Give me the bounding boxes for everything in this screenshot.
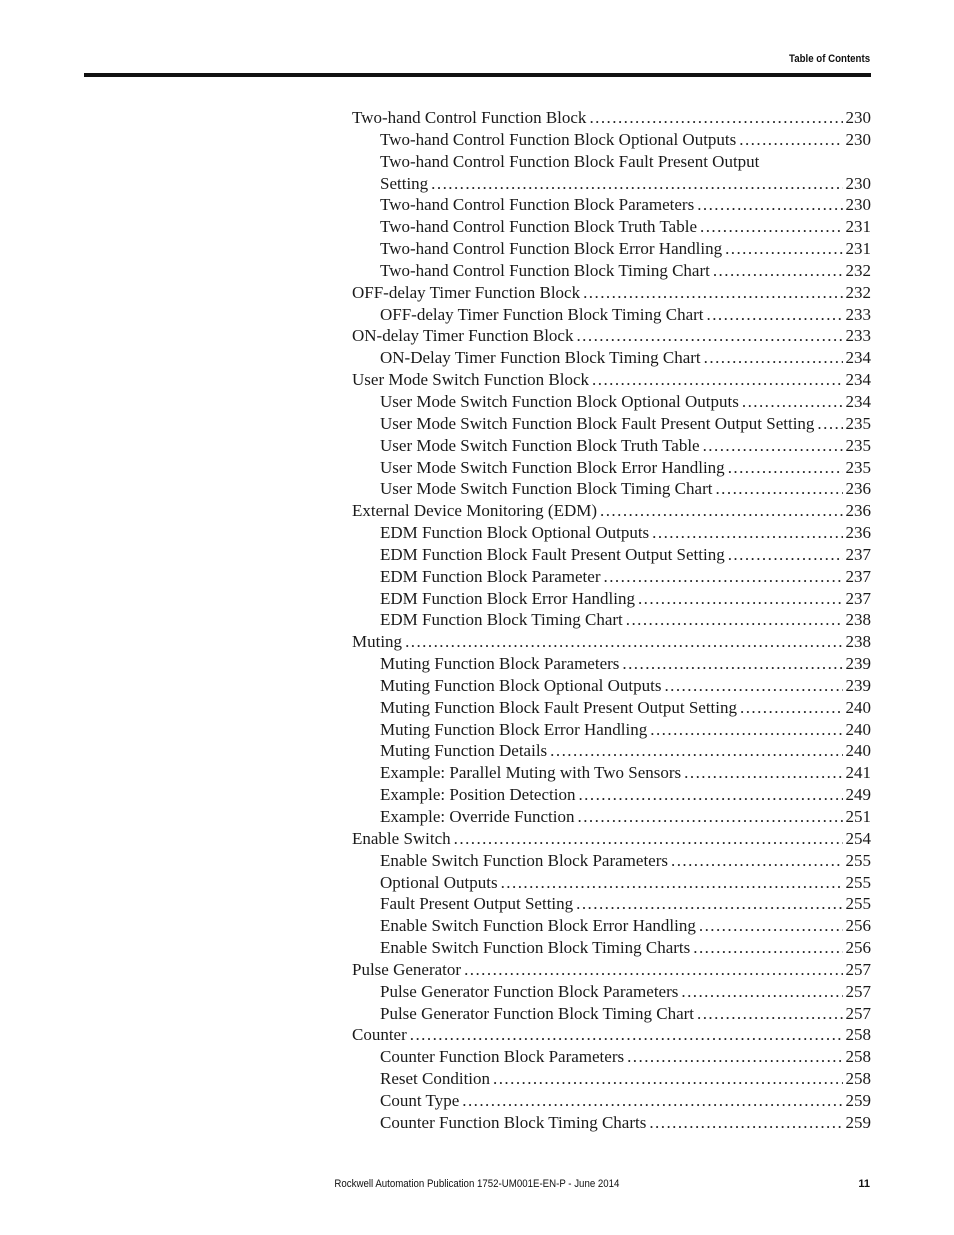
toc-entry-page: 254 [845,828,871,848]
toc-entry[interactable] [352,260,871,282]
toc-entry[interactable] [352,784,871,806]
toc-entry[interactable] [352,522,871,544]
toc-entry[interactable] [352,216,871,238]
toc-entry[interactable] [352,1090,871,1112]
toc-dot-leader [700,216,843,238]
toc-dot-leader [589,107,842,129]
toc-dot-leader [707,304,843,326]
toc-entry-title: ON-Delay Timer Function Block Timing Chart [380,348,701,368]
toc-entry[interactable] [352,107,871,129]
toc-dot-leader [693,937,842,959]
toc-entry-title: Enable Switch Function Block Timing Charts [380,938,691,958]
toc-dot-leader [650,719,842,741]
toc-entry-page: 255 [845,872,871,892]
toc-entry-page: 256 [845,916,871,936]
toc-entry-title: Two-hand Control Function Block Parameters [380,195,695,215]
toc-dot-leader [713,260,843,282]
toc-dot-leader [740,697,843,719]
toc-entry-title: Example: Override Function [380,807,575,826]
toc-entry-title: Muting Function Details [380,741,548,761]
toc-dot-leader [410,1024,843,1046]
toc-entry-page: 232 [845,282,871,302]
toc-dot-leader [671,850,843,872]
toc-entry[interactable] [352,435,871,457]
toc-entry[interactable] [352,762,871,784]
toc-dot-leader [583,282,842,304]
toc-entry-title: User Mode Switch Function Block Error Handling [380,457,725,477]
toc-entry[interactable] [352,675,871,697]
toc-entry-title: Enable Switch [352,828,451,848]
toc-entry[interactable] [352,740,871,762]
toc-entry-title: Pulse Generator [352,959,462,979]
toc-entry-page: 234 [845,391,871,411]
toc-entry-title: EDM Function Block Timing Chart [380,610,623,630]
toc-entry-title: Example: Position Detection [380,785,576,805]
toc-entry-page: 233 [845,326,871,346]
toc-entry[interactable] [352,478,871,500]
toc-entry-page: 232 [845,260,871,280]
toc-entry[interactable] [352,850,871,872]
toc-dot-leader [715,478,842,500]
toc-entry[interactable] [352,631,871,653]
toc-entry-title: EDM Function Block Fault Present Output Setting [380,544,725,564]
toc-entry-title: External Device Monitoring (EDM) [352,501,598,521]
toc-entry-title: Two-hand Control Function Block Fault Present Output [380,151,760,171]
header-rule [84,73,871,77]
toc-entry-page: 249 [845,785,871,805]
toc-entry-page: 259 [845,1112,871,1132]
toc-dot-leader [604,566,843,588]
toc-entry-title: Muting Function Block Fault Present Output Setting [380,697,737,717]
toc-entry[interactable] [352,609,871,631]
toc-entry[interactable] [352,697,871,719]
toc-entry-title: EDM Function Block Error Handling [380,588,635,608]
toc-entry[interactable] [352,959,871,981]
toc-entry-title: Optional Outputs [380,872,498,892]
toc-entry-page: 255 [845,850,871,870]
toc-entry-page: 257 [845,1003,871,1023]
toc-entry[interactable] [352,325,871,347]
page-number: 11 [858,1178,870,1190]
toc-entry-title: Counter [352,1025,407,1045]
toc-dot-leader [627,1046,842,1068]
toc-entry-page: 230 [845,195,871,215]
toc-entry-page: 235 [845,457,871,477]
running-header: Table of Contents [788,53,870,65]
toc-entry[interactable] [352,544,871,566]
toc-entry-page: 236 [845,501,871,521]
toc-dot-leader [431,173,842,195]
toc-entry-page: 255 [845,894,871,914]
toc-entry-page: 258 [845,1047,871,1067]
toc-entry-page: 241 [845,763,871,783]
toc-dot-leader [684,762,842,784]
toc-entry-page: 234 [845,370,871,390]
toc-entry-title: User Mode Switch Function Block Optional Outputs [380,391,739,411]
toc-entry-page: 235 [845,435,871,455]
footer-publication-text: Rockwell Automation Publication 1752-UM001E-EN-P - June 2014 [334,1178,620,1190]
toc-entry-page: 240 [845,697,871,717]
toc-entry-title: Two-hand Control Function Block Timing Chart [380,260,710,280]
toc-entry-page: 236 [845,479,871,499]
toc-dot-leader [638,588,843,610]
toc-dot-leader [600,500,842,522]
toc-entry-title: User Mode Switch Function Block Truth Table [380,435,700,455]
toc-entry-page: 233 [845,304,871,324]
toc-entry-title: Enable Switch Function Block Parameters [380,850,668,870]
toc-entry-page: 238 [845,610,871,630]
toc-entry-page: 239 [845,654,871,674]
toc-entry-title: Muting Function Block Optional Outputs [380,675,662,695]
footer-publication [0,1178,954,1190]
toc-entry[interactable] [352,457,871,479]
toc-entry-page: 237 [845,588,871,608]
toc-dot-leader [697,194,842,216]
toc-entry[interactable] [352,1046,871,1068]
toc-entry-title: ON-delay Timer Function Block [352,326,574,346]
toc-entry-page: 235 [845,413,871,433]
toc-entry[interactable] [352,238,871,260]
toc-dot-leader [664,675,842,697]
toc-dot-leader [576,893,842,915]
toc-entry-title: EDM Function Block Parameter [380,566,601,586]
toc-entry[interactable] [352,1024,871,1046]
toc-dot-leader [454,828,843,850]
toc-entry-page: 230 [845,129,871,149]
toc-entry[interactable] [352,413,871,435]
toc-dot-leader [704,347,843,369]
toc-entry-title: Two-hand Control Function Block Error Handling [380,239,723,259]
toc-dot-leader [728,457,843,479]
table-of-contents [352,107,871,1134]
toc-entry[interactable] [352,1068,871,1090]
toc-entry-title: Two-hand Control Function Block Truth Table [380,217,697,237]
toc-entry-title: User Mode Switch Function Block Fault Present Output Setting [380,413,815,433]
toc-entry[interactable] [352,937,871,959]
toc-entry-title: OFF-delay Timer Function Block Timing Chart [380,304,704,324]
toc-entry-title: Example: Parallel Muting with Two Sensors [380,763,682,783]
toc-entry-page: 231 [845,239,871,259]
toc-entry-page: 258 [845,1069,871,1089]
toc-entry[interactable] [352,391,871,413]
toc-dot-leader [817,413,842,435]
toc-entry[interactable] [352,653,871,675]
toc-dot-leader [464,959,842,981]
toc-entry-title: Fault Present Output Setting [380,894,574,914]
toc-dot-leader [578,784,842,806]
toc-entry-title: EDM Function Block Optional Outputs [380,523,650,543]
toc-entry-title: Muting [352,632,403,652]
toc-entry-page: 236 [845,523,871,543]
toc-entry-title: Two-hand Control Function Block [352,108,587,127]
toc-entry[interactable] [352,719,871,741]
toc-entry-page: 239 [845,675,871,695]
toc-entry[interactable] [352,588,871,610]
toc-entry-page: 237 [845,544,871,564]
toc-entry-title: Muting Function Block Error Handling [380,719,648,739]
toc-entry[interactable] [352,915,871,937]
toc-entry[interactable] [352,872,871,894]
toc-entry-title: User Mode Switch Function Block [352,370,590,390]
toc-dot-leader [739,129,842,151]
toc-entry[interactable] [352,347,871,369]
toc-dot-leader [462,1090,842,1112]
toc-entry-title: Count Type [380,1090,460,1110]
toc-entry-title: Reset Condition [380,1069,491,1089]
toc-dot-leader [681,981,842,1003]
toc-dot-leader [742,391,843,413]
toc-entry-title: Pulse Generator Function Block Timing Chart [380,1003,695,1023]
toc-dot-leader [697,1003,842,1025]
toc-entry[interactable] [352,828,871,850]
toc-dot-leader [576,325,842,347]
toc-entry-title: Counter Function Block Parameters [380,1047,625,1067]
toc-entry[interactable] [352,806,871,828]
toc-entry-title: Muting Function Block Parameters [380,654,620,674]
toc-entry-page: 231 [845,217,871,237]
toc-entry[interactable] [352,173,871,195]
toc-entry[interactable] [352,1112,871,1134]
toc-dot-leader [652,522,842,544]
toc-dot-leader [592,369,842,391]
toc-entry[interactable] [352,500,871,522]
toc-entry-page: 237 [845,566,871,586]
toc-entry[interactable] [352,566,871,588]
toc-dot-leader [493,1068,842,1090]
toc-entry[interactable] [352,893,871,915]
toc-entry-title: User Mode Switch Function Block Timing Chart [380,479,713,499]
toc-entry[interactable] [352,282,871,304]
toc-entry[interactable] [352,129,871,151]
toc-entry-title: Counter Function Block Timing Charts [380,1112,647,1132]
toc-entry-page: 259 [845,1090,871,1110]
toc-dot-leader [405,631,842,653]
toc-entry-page: 256 [845,938,871,958]
toc-entry[interactable] [352,1003,871,1025]
toc-entry[interactable] [352,151,871,173]
toc-entry-title: Two-hand Control Function Block Optional Outputs [380,129,737,149]
toc-entry-title: OFF-delay Timer Function Block [352,282,581,302]
toc-entry-page: 238 [845,632,871,652]
toc-dot-leader [703,435,843,457]
toc-dot-leader [728,544,843,566]
toc-entry-page: 251 [845,807,871,826]
toc-entry[interactable] [352,369,871,391]
toc-entry[interactable] [352,981,871,1003]
toc-entry-page: 230 [845,108,871,127]
toc-dot-leader [550,740,842,762]
toc-entry-title: Enable Switch Function Block Error Handling [380,916,696,936]
toc-entry[interactable] [352,194,871,216]
toc-entry-page: 234 [845,348,871,368]
toc-dot-leader [578,806,843,828]
toc-entry-page: 257 [845,981,871,1001]
toc-entry-page: 240 [845,741,871,761]
toc-dot-leader [699,915,843,937]
toc-dot-leader [626,609,843,631]
toc-entry-title: Pulse Generator Function Block Parameters [380,981,679,1001]
toc-dot-leader [725,238,842,260]
toc-entry[interactable] [352,304,871,326]
toc-entry-page: 230 [845,173,871,193]
toc-dot-leader [649,1112,842,1134]
toc-dot-leader [622,653,842,675]
toc-entry-title: Setting [380,173,429,193]
toc-entry-page: 240 [845,719,871,739]
toc-entry-page: 258 [845,1025,871,1045]
toc-dot-leader [501,872,843,894]
toc-entry-page: 257 [845,959,871,979]
